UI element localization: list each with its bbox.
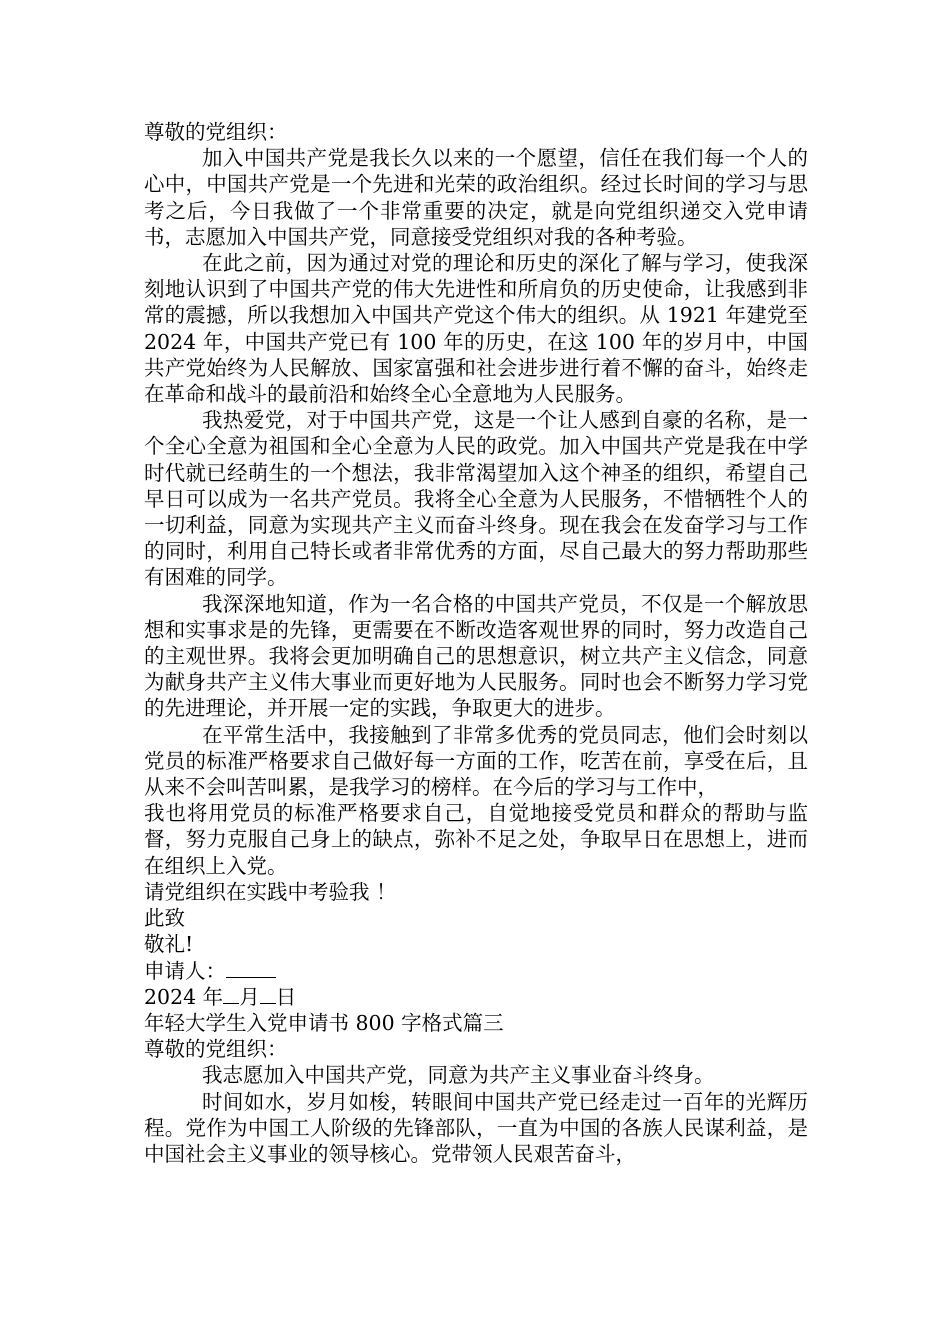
paragraph-continuation: 我也将用党员的标准严格要求自己，自觉地接受党员和群众的帮助与监督，努力克服自己身上的缺点，弥补不足之处，争取早日在思想上，进而在组织上入党。: [144, 801, 808, 878]
closing-zhici: 此致: [144, 906, 185, 931]
salutation: 尊敬的党组织：: [144, 120, 288, 144]
date-year: 2024 年: [144, 984, 224, 1009]
paragraph: 我志愿加入中国共产党，同意为共产主义事业奋斗终身。: [202, 1063, 715, 1088]
paragraph: 在平常生活中，我接触到了非常多优秀的党员同志，他们会时刻以党员的标准严格要求自己做好每一方面的工作，吃苦在前，享受在后，且从来不会叫苦叫累，是我学习的榜样。在今后的学习与工作中，: [144, 722, 808, 800]
applicant-label: 申请人：: [144, 958, 226, 983]
month-blank: [223, 985, 239, 1004]
paragraph: 我热爱党，对于中国共产党，这是一个让人感到自豪的名称，是一个全心全意为祖国和全心全意为人民的政党。加入中国共产党是我在中学时代就已经萌生的一个想法，我非常渴望加入这个神圣的组织，希望自己早日可以成为一名共产党员。我将全心全意为人民服务，不惜牺牲个人的一切利益，同意为实现共产主义而奋斗终身。现在我会在发奋学习与工作的同时，利用自己特长或者非常优秀的方面，尽自己最大的努力帮助那些有困难的同学。: [144, 408, 808, 590]
paragraph: 加入中国共产党是我长久以来的一个愿望，信任在我们每一个人的心中，中国共产党是一个先进和光荣的政治组织。经过长时间的学习与思考之后，今日我做了一个非常重要的决定，就是向党组织递交入党申请书，志愿加入中国共产党，同意接受党组织对我的各种考验。: [144, 146, 808, 249]
closing-line: 请党组织在实践中考验我 ！: [144, 879, 397, 904]
salutation: 尊敬的党组织：: [144, 1037, 288, 1062]
day-blank: [260, 985, 276, 1004]
date-month: 月: [239, 984, 260, 1009]
section-title: 年轻大学生入党申请书 800 字格式篇三: [144, 1010, 504, 1035]
paragraph: 时间如水，岁月如梭，转眼间中国共产党已经走过一百年的光辉历程。党作为中国工人阶级的先锋部队，一直为中国的各族人民谋利益，是中国社会主义事业的领导核心。党带领人民艰苦奋斗，: [144, 1089, 808, 1166]
applicant-line: [144, 958, 808, 984]
paragraph: 我深深地知道，作为一名合格的中国共产党员，不仅是一个解放思想和实事求是的先锋，更需要在不断改造客观世界的同时，努力改造自己的主观世界。我将会更加明确自己的思想意识，树立共产主义信念，同意为献身共产主义伟大事业而更好地为人民服务。同时也会不断努力学习党的先进理论，并开展一定的实践，争取更大的进步。: [144, 591, 808, 721]
document-body: [144, 119, 808, 1167]
date-line: [144, 984, 808, 1010]
date-day: 日: [275, 984, 297, 1009]
closing-jingli: 敬礼!: [144, 932, 194, 957]
paragraph: 在此之前，因为通过对党的理论和历史的深化了解与学习，使我深刻地认识到了中国共产党的伟大先进性和所肩负的历史使命，让我感到非常的震撼，所以我想加入中国共产党这个伟大的组织。从 1921 年建党至 2024 年，中国共产党已有 100 年的历史，在这 100 年的岁月中，中国共产党始终为人民解放、国家富强和社会进步进行着不懈的奋斗，始终走在革命和战斗的最前沿和始终全心全意地为人民服务。: [144, 251, 808, 407]
applicant-blank: [226, 959, 276, 978]
